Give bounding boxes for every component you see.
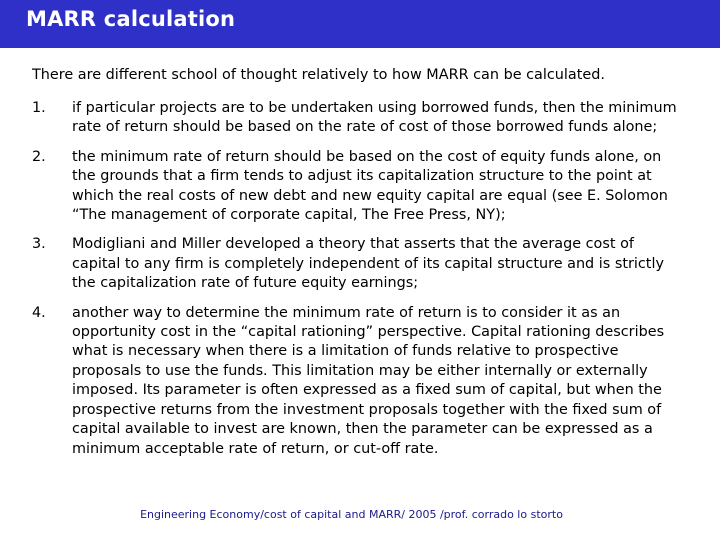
list-item-text: Modigliani and Miller developed a theory that asserts that the average cost of capital to any firm is completely independent of its capital structure and is strictly the capitalization rate of future equity earnings; [72,236,664,292]
list-item-text: the minimum rate of return should be based on the cost of equity funds alone, on the grounds that a firm tends to adjust its capitalization structure to the point at which the real costs of new debt and new equity capital are equal (see E. Solomon “The management of corporate capital, The Free Press, NY); [72,148,668,224]
title-bar [0,0,720,48]
list-number: 4. [32,304,46,321]
list-item-text: another way to determine the minimum rate of return is to consider it as an opportunity cost in the “capital rationing” perspective. Capital rationing describes what is necessary when there is a limitation of funds relative to prospective proposals to use the funds. This limitation may be either internally or externally imposed. Its parameter is often expressed as a fixed sum of capital, but when the prospective returns from the investment proposals together with the fixed sum of capital available to invest are known, then the parameter can be expressed as a minimum acceptable rate of return, or cut-off rate. [72,304,665,457]
list-item-2 [32,148,682,226]
list-number: 3. [32,236,46,253]
list-item-3 [32,235,682,293]
footer-text: Engineering Economy/cost of capital and MARR/ 2005 /prof. corrado lo storto [140,508,563,521]
list-item-1 [32,99,682,138]
list-item-text: if particular projects are to be undertaken using borrowed funds, then the minimum rate of return should be based on the rate of cost of those borrowed funds alone; [72,100,677,136]
list-number: 1. [32,100,46,116]
list-item-4 [32,304,682,459]
intro-text: There are different school of thought relatively to how MARR can be calculated. [32,67,605,83]
list-number: 2. [32,148,46,165]
numbered-list [32,99,682,469]
slide-title: MARR calculation [26,7,236,31]
